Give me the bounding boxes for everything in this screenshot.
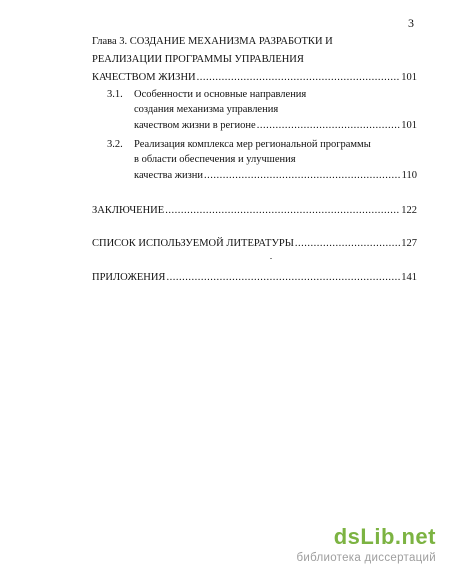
dot-leader — [197, 71, 401, 84]
entry-label: ЗАКЛЮЧЕНИЕ — [92, 205, 165, 216]
dot-leader — [166, 271, 400, 284]
watermark — [246, 524, 436, 572]
dot-leader — [204, 169, 401, 182]
section-title-line-1: Реализация комплекса мер региональной программы — [134, 139, 371, 150]
entry-page: 127 — [401, 238, 417, 249]
chapter-title-line-3: КАЧЕСТВОМ ЖИЗНИ — [92, 72, 196, 83]
section-row — [134, 169, 417, 182]
entry-page: 122 — [401, 205, 417, 216]
page-number: 3 — [408, 16, 414, 30]
section-title-line-3: качества жизни — [134, 170, 203, 181]
entry-label: СПИСОК ИСПОЛЬЗУЕМОЙ ЛИТЕРАТУРЫ — [92, 238, 294, 249]
chapter-title-row — [92, 71, 417, 84]
dot-leader — [257, 119, 401, 132]
chapter-page: 101 — [401, 72, 417, 83]
section-row — [134, 119, 417, 132]
toc-entry-conclusion — [92, 204, 417, 217]
watermark-logo: dsLib.net — [333, 524, 436, 549]
watermark-caption: библиотека диссертаций — [296, 552, 436, 564]
section-page: 110 — [401, 170, 417, 181]
section-title-line-2: в области обеспечения и улучшения — [134, 154, 296, 165]
dot-leader — [165, 204, 400, 217]
section-title-line-1: Особенности и основные направления — [134, 89, 307, 100]
section-number: 3.2. — [107, 139, 123, 150]
toc-entry-appendices — [92, 271, 417, 284]
scan-speck — [270, 258, 272, 259]
entry-label: ПРИЛОЖЕНИЯ — [92, 272, 166, 283]
chapter-title-line-1: Глава 3. СОЗДАНИЕ МЕХАНИЗМА РАЗРАБОТКИ И — [92, 36, 333, 47]
entry-page: 141 — [401, 272, 417, 283]
section-number: 3.1. — [107, 89, 123, 100]
section-title-line-3: качеством жизни в регионе — [134, 120, 256, 131]
section-title-line-2: создания механизма управления — [134, 104, 279, 115]
dot-leader — [295, 237, 400, 250]
section-page: 101 — [401, 120, 417, 131]
chapter-title-line-2: РЕАЛИЗАЦИИ ПРОГРАММЫ УПРАВЛЕНИЯ — [92, 54, 304, 65]
toc-entry-bibliography — [92, 237, 417, 250]
